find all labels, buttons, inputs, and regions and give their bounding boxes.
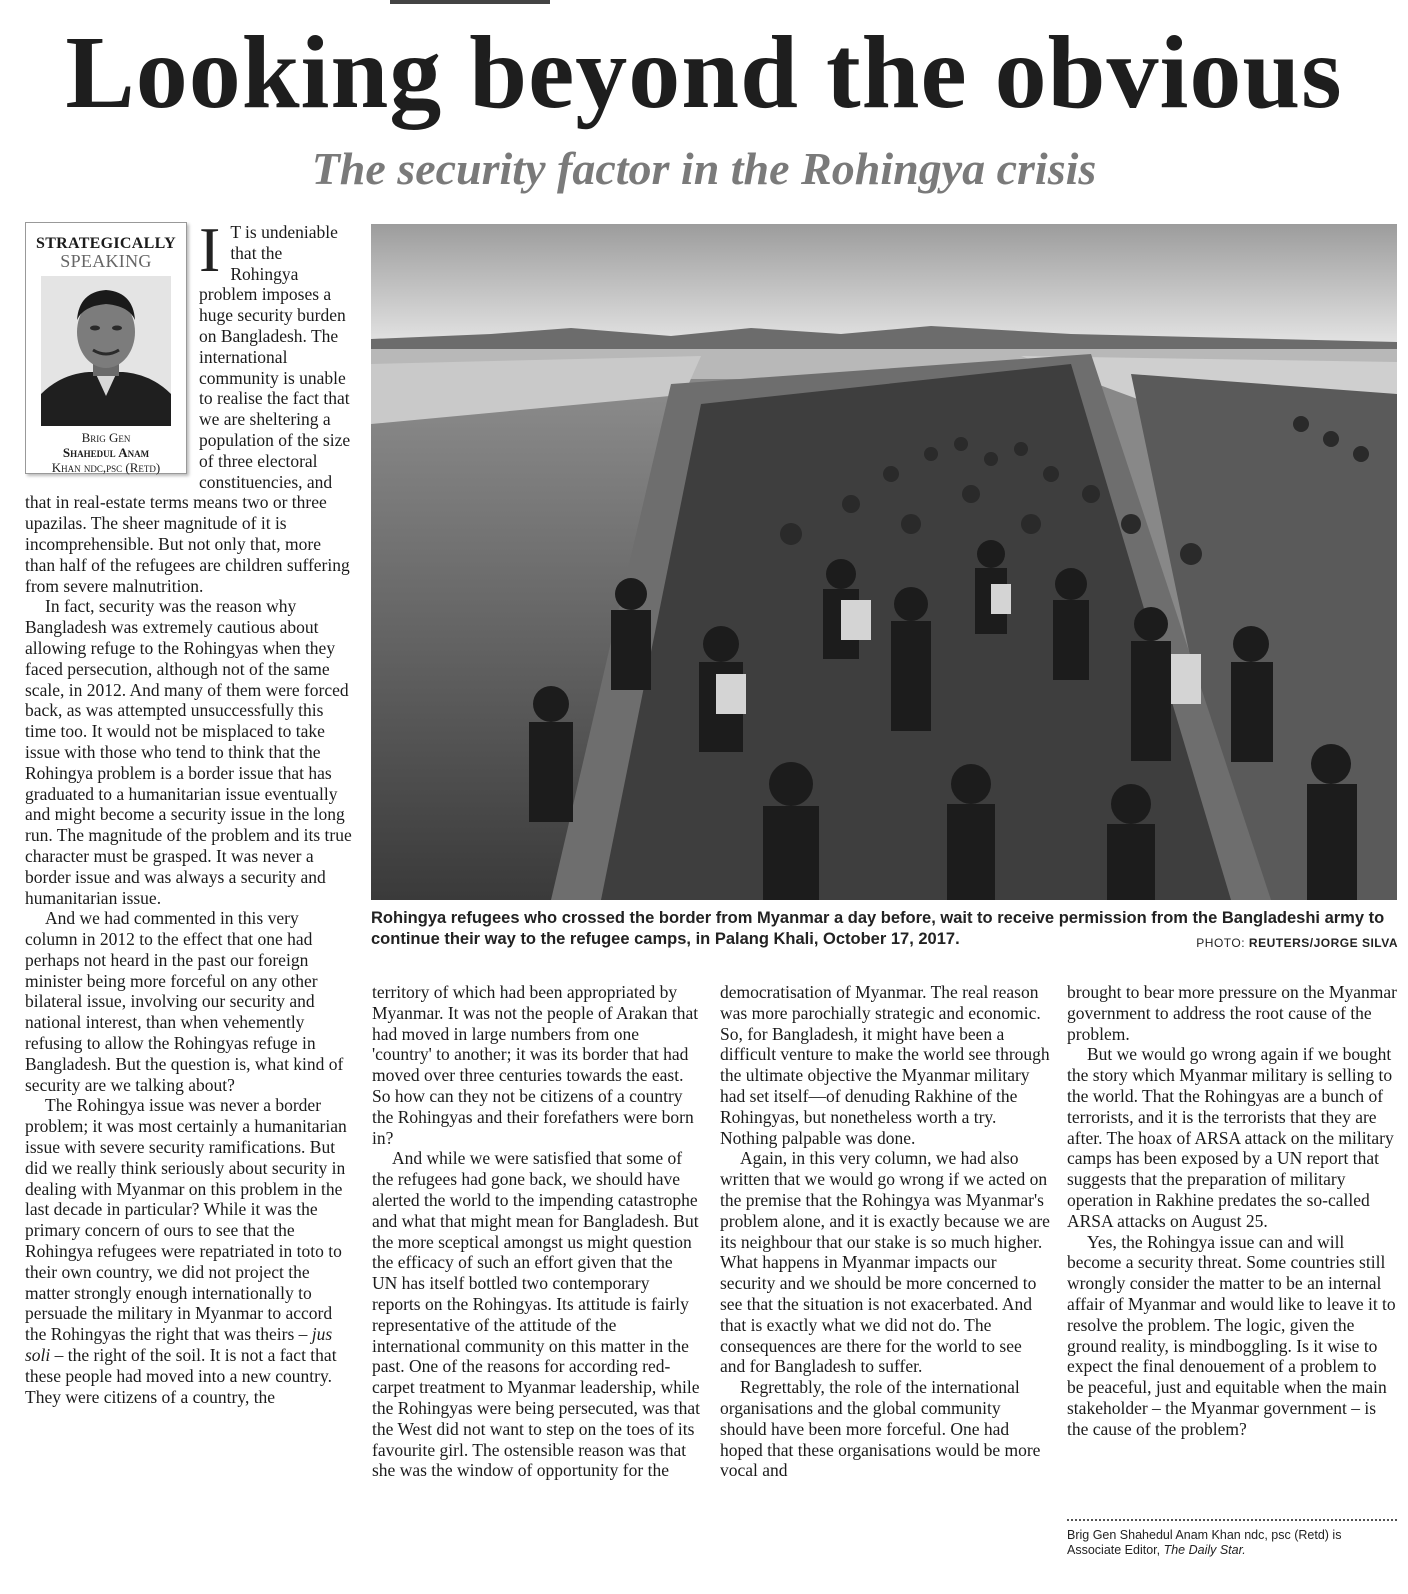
paragraph-3: And we had commented in this very column in 2012 to the effect that one had perhaps not heard in the past our foreign minister being more forceful on any other bilateral issue, involving our security and national interest, than when vehemently refusing to allow the Rohingyas refuge in Bangladesh. But the question is, what kind of security are we talking about? — [25, 908, 344, 1095]
photo-credit-name: REUTERS/JORGE SILVA — [1248, 936, 1398, 950]
col2-paragraph-1: territory of which had been appropriated by Myanmar. It was not the people of Arakan that had moved in large numbers from one 'country' to another; it was its border that had moved over three centuries towards the east. So how can they not be citizens of a country the Rohingyas and their forefathers were born in? — [372, 982, 699, 1148]
article-column-4 — [1067, 982, 1397, 1512]
author-line2: Shahedul Anam — [62, 445, 150, 460]
column-brand-line2: SPEAKING — [60, 251, 152, 271]
author-bio-text: Brig Gen Shahedul Anam Khan ndc, psc (Retd) is Associate Editor, — [1067, 1528, 1342, 1557]
paragraph-2: In fact, security was the reason why Bangladesh was extremely cautious about allowing refuge to the Rohingyas when they faced persecution, although not of the same scale, in 2012. And many of them were forced back, as was attempted unsuccessfully this time too. It would not be misplaced to take issue with those who tend to think that the Rohingya problem is a border issue that has graduated to a humanitarian issue eventually and might become a security issue in the long run. The magnitude of the problem and its true character must be grasped. It was never a border issue and was always a security and humanitarian issue. — [25, 596, 352, 908]
author-portrait — [41, 276, 171, 426]
paragraph-1: T is undeniable that the Rohingya problem imposes a huge security burden on Bangladesh. The international community is unable to realise the fact that we are sheltering a population of the size of three electoral constituencies, and that in real-estate terms means two or three upazilas. The sheer magnitude of it is incomprehensible. But not only that, more than half of the refugees are children suffering from severe malnutrition. — [25, 222, 351, 596]
article-column-1 — [25, 222, 353, 1594]
photo-credit — [1196, 936, 1398, 950]
column-author-box — [25, 222, 187, 474]
author-bio — [1067, 1528, 1397, 1558]
drop-cap: I — [199, 222, 221, 285]
col3-paragraph-3: Regrettably, the role of the international organisations and the global community should have been more forceful. One had hoped that these organisations would be more vocal and — [720, 1377, 1041, 1481]
headline: Looking beyond the obvious — [65, 15, 1343, 130]
col3-paragraph-2: Again, in this very column, we had also written that we would go wrong if we acted on the premise that the Rohingya was Myanmar's problem alone, and it is exactly because we are its neighbour that our stake is so much higher. What happens in Myanmar impacts our security and we should be more concerned to see that the situation is not exacerbated. And that is exactly what we did not do. The consequences are there for the world to see and for Bangladesh to suffer. — [720, 1148, 1050, 1377]
column-brand-line1: STRATEGICALLY — [36, 235, 176, 252]
author-line1: Brig Gen — [81, 430, 131, 445]
col4-paragraph-2: But we would go wrong again if we bought the story which Myanmar military is selling to the world. That the Rohingyas are a bunch of terrorists, and it is the terrorists that they are after. The hoax of ARSA attack on the military camps has been exposed by a UN report that suggests that the preparation of military operation in Rakhine predates the so-called ARSA attacks on August 25. — [1067, 1044, 1394, 1231]
top-rule — [390, 0, 550, 4]
photo-credit-label: PHOTO: — [1196, 936, 1246, 950]
bio-divider — [1067, 1519, 1397, 1521]
col2-paragraph-2: And while we were satisfied that some of the refugees had gone back, we should have alerted the world to the impending catastrophe and what that might mean for Bangladesh. But the more sceptical amongst us might question the efficacy of such an effort given that the UN has itself bottled two contemporary reports on the Rohingyas. Its attitude is fairly representative of the attitude of the international community on this matter in the past. One of the reasons for according red-carpet treatment to Myanmar leadership, while the Rohingyas were being persecuted, was that the West did not want to step on the toes of its favourite girl. The ostensible reason was that she was the window of opportunity for the — [372, 1148, 701, 1481]
paragraph-4-part-b: – the right of the soil. It is not a fact that these people had moved into a new country. They were citizens of a country, the — [25, 1345, 337, 1407]
paragraph-4-part-a: The Rohingya issue was never a border problem; it was most certainly a humanitarian issue with severe security ramifications. But did we really think seriously about security in dealing with Myanmar on this problem in the last decade in particular? While it was the primary concern of ours to see that the Rohingya refugees were repatriated in toto to their own country, we did not project the matter strongly enough internationally to persuade the military in Myanmar to accord the Rohingyas the right that was theirs – — [25, 1095, 347, 1345]
subheadline: The security factor in the Rohingya crisis — [311, 143, 1097, 194]
col3-paragraph-1: democratisation of Myanmar. The real reason was more parochially strategic and economic. So, for Bangladesh, it might have been a difficult venture to make the world see through the ultimate objective the Myanmar military had set itself—of denuding Rakhine of the Rohingyas, but nonetheless worth a try. Nothing palpable was done. — [720, 982, 1050, 1148]
photo-caption: Rohingya refugees who crossed the border from Myanmar a day before, wait to receive permission from the Bangladeshi army to continue their way to the refugee camps, in Palang Khali, October 17, 2017. — [371, 909, 1385, 948]
paragraph-4-italic: jus soli — [25, 1324, 333, 1366]
col4-paragraph-3: Yes, the Rohingya issue can and will become a security threat. Some countries still wrongly consider the matter to be an internal affair of Myanmar and would like to leave it to resolve the problem. The logic, given the ground reality, is mindboggling. Is it wise to expect the final denouement of a problem to be peaceful, just and equitable when the main stakeholder – the Myanmar government – is the cause of the problem? — [1067, 1231, 1396, 1439]
author-bio-publication: The Daily Star. — [1163, 1543, 1246, 1557]
author-line3: Khan ndc,psc (Retd) — [51, 460, 161, 475]
refugee-photo — [371, 224, 1397, 900]
article-column-2 — [372, 982, 702, 1582]
col4-paragraph-1: brought to bear more pressure on the Myanmar government to address the root cause of the problem. — [1067, 982, 1397, 1044]
article-column-3 — [720, 982, 1050, 1582]
paragraph-4 — [25, 1095, 353, 1407]
